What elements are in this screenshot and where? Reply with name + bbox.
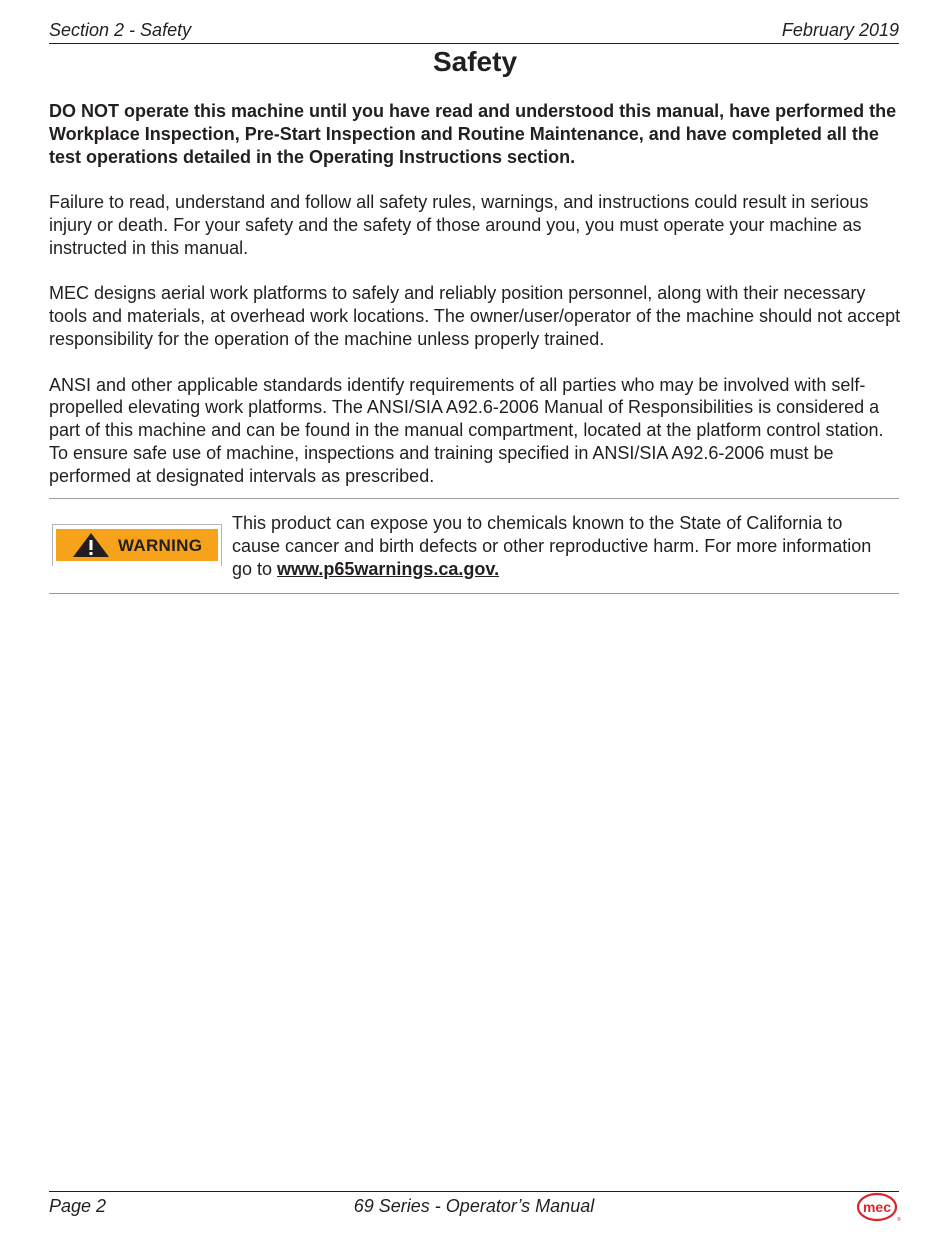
alert-triangle-icon — [72, 532, 110, 558]
manual-title: 69 Series - Operator’s Manual — [353, 1196, 595, 1216]
warning-label — [56, 529, 218, 561]
page-header — [49, 20, 899, 44]
paragraph-safety-rules: Failure to read, understand and follow all safety rules, warnings, and instructions could result in serious injury or death. For your safety and the safety of those around you, you must operate your machine as instructed in this manual. — [49, 192, 869, 258]
mec-logo-icon — [857, 1192, 899, 1222]
warning-label-text: WARNING — [118, 536, 203, 555]
paragraph-ansi-standards: ANSI and other applicable standards identify requirements of all parties who may be involved with self-propelled elevating work platforms. The ANSI/SIA A92.6-2006 Manual of Responsibilities is considered a part of this machine and can be found in the manual compartment, located at the platform control station. To ensure safe use of machine, inspections and training specified in ANSI/SIA A92.6-2006 must be performed at designated intervals as prescribed. — [49, 374, 884, 486]
page-number: Page 2 — [49, 1196, 107, 1216]
svg-text:®: ® — [897, 1217, 901, 1223]
page-title: Safety — [432, 46, 518, 77]
body-content — [49, 100, 901, 510]
prop65-warning — [49, 512, 899, 582]
svg-text:mec: mec — [862, 1199, 892, 1215]
header-date: February 2019 — [781, 20, 899, 40]
page-footer — [49, 1196, 901, 1223]
intro-warning-paragraph: DO NOT operate this machine until you have read and understood this manual, have performed the Workplace Inspection, Pre-Start Inspection and Routine Maintenance, and have completed all the test operations detailed in the Operating Instructions section. — [49, 101, 897, 167]
warning-sign-frame — [52, 524, 222, 566]
warning-message: This product can expose you to chemicals known to the State of California to cause cancer and birth defects or other reproductive harm. For more information go to — [232, 513, 872, 579]
divider-top — [49, 498, 899, 499]
p65-link[interactable]: www.p65warnings.ca.gov. — [277, 558, 500, 579]
paragraph-mec-designs: MEC designs aerial work platforms to safely and reliably position personnel, along with their necessary tools and materials, at overhead work locations. The owner/user/operator of the machine should not accept responsibility for the operation of the machine unless properly trained. — [49, 283, 901, 349]
warning-text — [232, 512, 872, 580]
footer-rule — [49, 1191, 899, 1192]
divider-bottom — [49, 593, 899, 594]
section-label: Section 2 - Safety — [49, 20, 192, 40]
